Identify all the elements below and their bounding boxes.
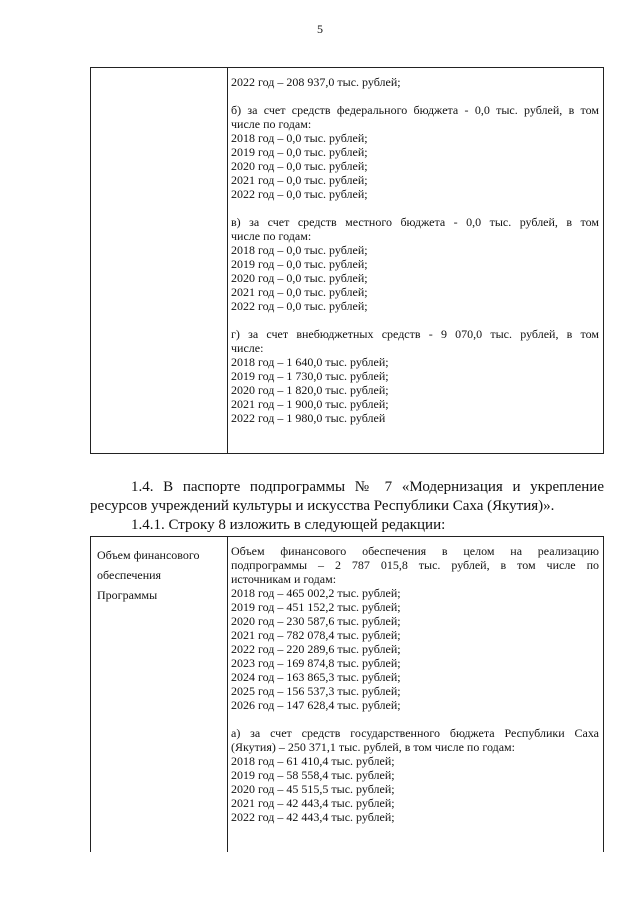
text-line: 2022 год – 42 443,4 тыс. рублей; (231, 810, 395, 824)
row-value-cell (231, 544, 599, 824)
text-line: числе по годам: (231, 229, 312, 243)
text-line: 2019 год – 58 558,4 тыс. рублей; (231, 768, 395, 782)
text-line: 2018 год – 1 640,0 тыс. рублей; (231, 355, 389, 369)
section-heading-line1: 1.4. В паспорте подпрограммы № 7 «Модернизация и укрепление (131, 479, 604, 495)
text-line: 2020 год – 1 820,0 тыс. рублей; (231, 383, 389, 397)
text-line: числе: (231, 341, 264, 355)
instruction-paragraph: 1.4.1. Строку 8 изложить в следующей редакции: (131, 517, 446, 533)
text-line: 2020 год – 0,0 тыс. рублей; (231, 271, 368, 285)
text-line: 2020 год – 230 587,6 тыс. рублей; (231, 614, 401, 628)
text-line: Объем финансового (97, 548, 200, 562)
text-line: 2018 год – 0,0 тыс. рублей; (231, 243, 368, 257)
text-line: 2020 год – 0,0 тыс. рублей; (231, 159, 368, 173)
text-line: 2019 год – 1 730,0 тыс. рублей; (231, 369, 389, 383)
text-line: 2023 год – 169 874,8 тыс. рублей; (231, 656, 401, 670)
text-line: 2021 год – 0,0 тыс. рублей; (231, 173, 368, 187)
text-line: б) за счет средств федерального бюджета - 0,0 тыс. рублей, в том (231, 103, 599, 117)
blank-line (231, 712, 599, 726)
text-line: а) за счет средств государственного бюджета Республики Саха (231, 726, 599, 740)
text-line: 2021 год – 782 078,4 тыс. рублей; (231, 628, 401, 642)
text-line: Объем финансового обеспечения в целом на реализацию (231, 544, 599, 558)
section-heading-line2: ресурсов учреждений культуры и искусства Республики Саха (Якутия)». (90, 498, 555, 514)
page-number: 5 (317, 22, 323, 36)
text-line: 2019 год – 0,0 тыс. рублей; (231, 145, 368, 159)
text-line: 2022 год – 1 980,0 тыс. рублей (231, 411, 386, 425)
text-line: г) за счет внебюджетных средств - 9 070,0 тыс. рублей, в том (231, 327, 599, 341)
table-column-divider (227, 68, 228, 453)
text-line: 2022 год – 0,0 тыс. рублей; (231, 299, 368, 313)
text-line: 2019 год – 0,0 тыс. рублей; (231, 257, 368, 271)
text-line: Программы (97, 588, 158, 602)
blank-line (231, 201, 599, 215)
text-line: 2019 год – 451 152,2 тыс. рублей; (231, 600, 401, 614)
text-line: подпрограммы – 2 787 015,8 тыс. рублей, в том числе по (231, 558, 599, 572)
text-line: 2025 год – 156 537,3 тыс. рублей; (231, 684, 401, 698)
text-line: 2018 год – 0,0 тыс. рублей; (231, 131, 368, 145)
table-column-divider (227, 537, 228, 852)
funding-details-cell (231, 75, 599, 425)
text-line: 2021 год – 1 900,0 тыс. рублей; (231, 397, 389, 411)
blank-line (231, 89, 599, 103)
text-line: 2018 год – 61 410,4 тыс. рублей; (231, 754, 395, 768)
blank-line (231, 313, 599, 327)
text-line: числе по годам: (231, 117, 312, 131)
text-line: 2020 год – 45 515,5 тыс. рублей; (231, 782, 395, 796)
text-line: 2022 год – 0,0 тыс. рублей; (231, 187, 368, 201)
text-line: 2021 год – 42 443,4 тыс. рублей; (231, 796, 395, 810)
text-line: 2022 год – 220 289,6 тыс. рублей; (231, 642, 401, 656)
text-line: 2021 год – 0,0 тыс. рублей; (231, 285, 368, 299)
text-line: 2022 год – 208 937,0 тыс. рублей; (231, 75, 401, 89)
text-line: обеспечения (97, 568, 162, 582)
text-line: 2026 год – 147 628,4 тыс. рублей; (231, 698, 401, 712)
text-line: (Якутия) – 250 371,1 тыс. рублей, в том числе по годам: (231, 740, 515, 754)
text-line: 2018 год – 465 002,2 тыс. рублей; (231, 586, 401, 600)
row-label-cell (97, 545, 221, 605)
text-line: 2024 год – 163 865,3 тыс. рублей; (231, 670, 401, 684)
text-line: в) за счет средств местного бюджета - 0,0 тыс. рублей, в том (231, 215, 599, 229)
text-line: источникам и годам: (231, 572, 337, 586)
